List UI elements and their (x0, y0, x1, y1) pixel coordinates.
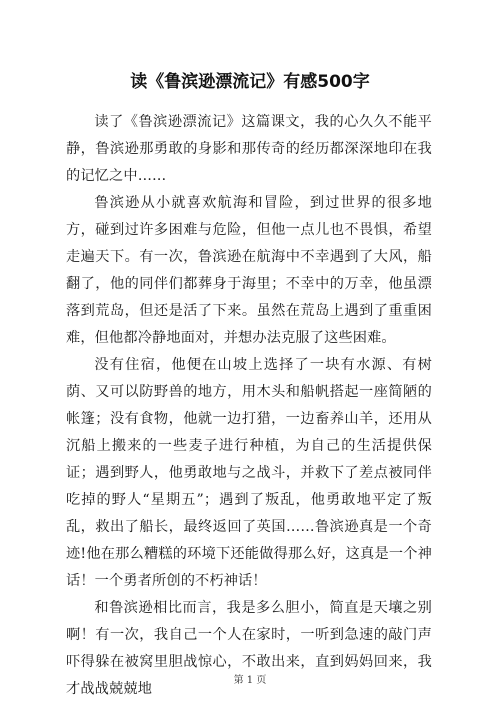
paragraph-3: 没有住宿，他便在山坡上选择了一块有水源、有树荫、又可以防野兽的地方，用木头和船帆搭起一座简陋的帐篷；没有食物，他就一边打猎，一边畜养山羊，还用从沉船上搬来的一些麦子进行种植，为自己的生活提供保证；遇到野人，他勇敢地与之战斗，并救下了差点被同伴吃掉的野人“星期五”；遇到了叛乱，他勇敢地平定了叛乱，救出了船长，最终返回了英国……鲁滨逊真是一个奇迹!他在那么糟糕的环境下还能做得那么好，这真是一个神话！一个勇者所创的不朽神话！ (66, 357, 432, 589)
page-number: 第 1 页 (233, 675, 267, 686)
paragraph-4: 和鲁滨逊相比而言，我是多么胆小，简直是天壤之别啊！有一次，我自己一个人在家时，一听到急速的敲门声吓得躲在被窝里胆战惊心，不敢出来，直到妈妈回来，我才战战兢兢地 (66, 600, 432, 697)
paragraph-2: 鲁滨逊从小就喜欢航海和冒险，到过世界的很多地方，碰到过许多困难与危险，但他一点儿也不畏惧，希望走遍天下。有一次，鲁滨逊在航海中不幸遇到了大风，船翻了，他的同伴们都葬身于海里；不幸中的万幸，他虽漂落到荒岛，但还是活了下来。虽然在荒岛上遇到了重重困难，但他都冷静地面对，并想办法克服了这些困难。 (66, 195, 432, 346)
document-title: 读《鲁滨逊漂流记》有感500字 (130, 72, 370, 92)
paragraph-1: 读了《鲁滨逊漂流记》这篇课文，我的心久久不能平静，鲁滨逊那勇敢的身影和那传奇的经历都深深地印在我的记忆之中…… (66, 114, 432, 184)
document-body (66, 109, 432, 703)
